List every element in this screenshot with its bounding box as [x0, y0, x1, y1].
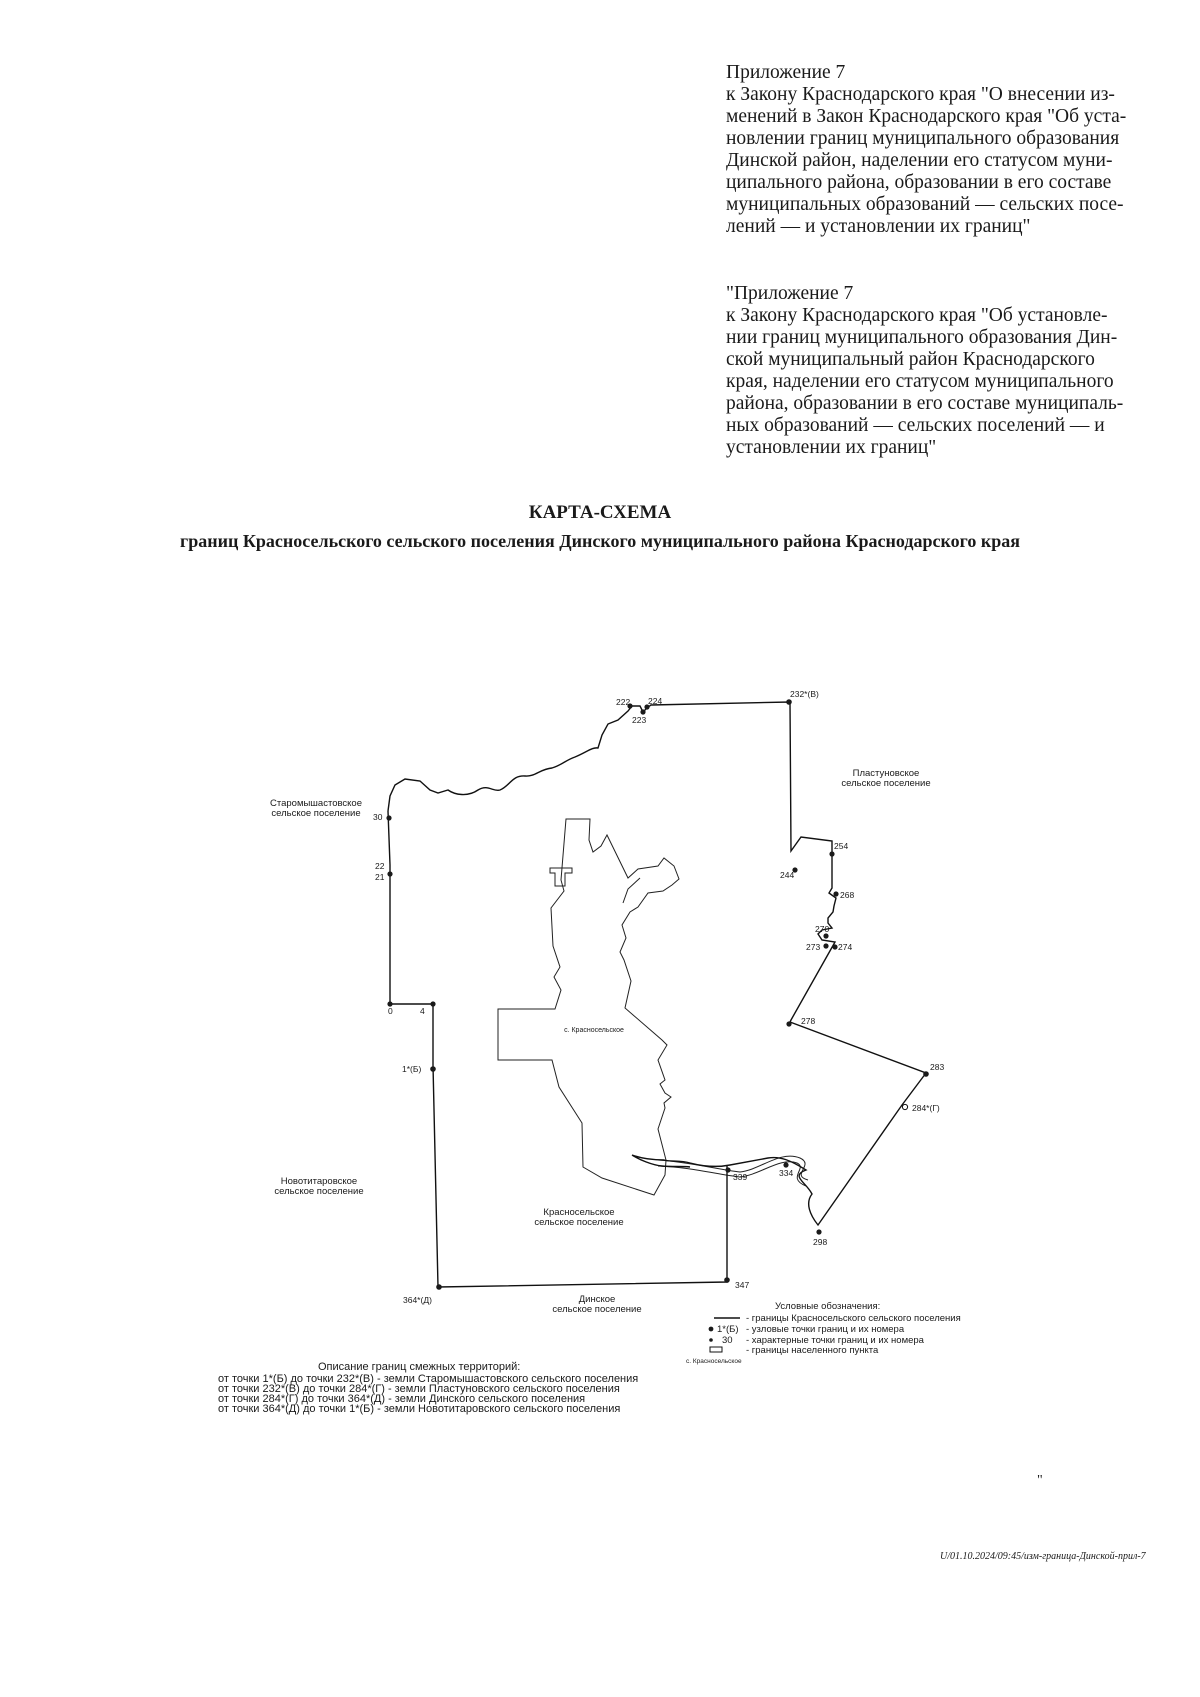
- settlement-label: с. Красносельское: [564, 1027, 624, 1034]
- point-30-marker: [386, 815, 391, 820]
- annex1-line: лений — и установлении их границ": [726, 216, 1031, 237]
- point-label-273: 273: [806, 942, 821, 952]
- point-label-283: 283: [930, 1062, 945, 1072]
- point-268-marker: [833, 891, 838, 896]
- map-title: КАРТА-СХЕМА: [528, 502, 672, 523]
- annex1-line: к Закону Краснодарского края "О внесении из-: [726, 84, 1115, 105]
- legend-node-point-symbol: [709, 1327, 714, 1332]
- point-label-284: 284*(Г): [912, 1103, 940, 1113]
- description-row: от точки 364*(Д) до точки 1*(Б) - земли Новотитаровского сельского поселения: [218, 1403, 621, 1415]
- territory-label-krasnoselskoe-name: Красносельское: [543, 1207, 615, 1218]
- legend-item-text: - характерные точки границ и их номера: [746, 1335, 924, 1346]
- territory-label-staromyshastovskoe-name: Старомышастовское: [269, 798, 363, 809]
- annex2-line: района, образовании в его составе муниципаль-: [726, 393, 1124, 414]
- point-label-21: 21: [375, 872, 385, 882]
- legend-settlement-sample: с. Красносельское: [686, 1358, 742, 1365]
- legend-item-symbol: 30: [722, 1335, 733, 1346]
- point-278-marker: [786, 1021, 791, 1026]
- territory-label-krasnoselskoe-type: сельское поселение: [534, 1217, 624, 1228]
- annex1-line: ципального района, образовании в его составе: [726, 172, 1112, 193]
- annex2-line: нии границ муниципального образования Дин-: [726, 327, 1118, 348]
- annex2-line: "Приложение 7: [726, 283, 854, 304]
- description-title: Описание границ смежных территорий:: [318, 1361, 521, 1373]
- point-1-marker: [430, 1066, 436, 1072]
- closing-quote-mark: ": [1037, 1473, 1043, 1488]
- point-label-22: 22: [375, 861, 385, 871]
- annex1-line: Приложение 7: [726, 62, 846, 83]
- point-223-marker: [640, 709, 645, 714]
- legend: [686, 1301, 961, 1365]
- legend-characteristic-point-symbol: [709, 1338, 713, 1342]
- territory-label-plastunovskoe-name: Пластуновское: [852, 768, 920, 779]
- annex2-line: к Закону Краснодарского края "Об установле-: [726, 305, 1108, 326]
- point-label-4: 4: [420, 1006, 425, 1016]
- legend-settlement-boundary-symbol: [710, 1347, 722, 1352]
- point-label-0: 0: [388, 1006, 393, 1016]
- point-label-232: 232*(В): [790, 689, 819, 699]
- annex1-line: новлении границ муниципального образования: [726, 128, 1120, 149]
- point-label-254: 254: [834, 841, 849, 851]
- point-label-347: 347: [735, 1280, 750, 1290]
- point-label-224: 224: [648, 696, 663, 706]
- point-label-274: 274: [838, 942, 853, 952]
- settlement-boundary: [498, 819, 679, 1195]
- point-334-marker: [783, 1162, 788, 1167]
- point-339-marker: [725, 1167, 730, 1172]
- annex2-line: ской муниципальный район Краснодарского: [726, 349, 1095, 370]
- point-298-marker: [816, 1229, 821, 1234]
- description-row: от точки 232*(В) до точки 284*(Г) - земли Пластуновского сельского поселения: [218, 1383, 620, 1395]
- legend-item-text: - узловые точки границ и их номера: [746, 1324, 905, 1335]
- legend-item-symbol: 1*(Б): [717, 1324, 739, 1335]
- territory-label-dinskoe-type: сельское поселение: [552, 1304, 642, 1315]
- description-row: от точки 1*(Б) до точки 232*(В) - земли Старомышастовского сельского поселения: [218, 1373, 639, 1385]
- point-label-298: 298: [813, 1237, 828, 1247]
- point-347-marker: [724, 1277, 730, 1283]
- point-270-marker: [823, 933, 828, 938]
- annex2-line: установлении их границ": [726, 437, 937, 458]
- territory-label-staromyshastovskoe-type: сельское поселение: [271, 808, 361, 819]
- territory-label-novotitarovskoe-name: Новотитаровское: [280, 1176, 358, 1187]
- point-283-marker: [923, 1071, 929, 1077]
- legend-title: Условные обозначения:: [775, 1301, 881, 1312]
- point-label-268: 268: [840, 890, 855, 900]
- point-label-244: 244: [780, 870, 795, 880]
- territory-label-dinskoe-name: Динское: [578, 1294, 616, 1305]
- legend-item-text: - границы населенного пункта: [746, 1345, 879, 1356]
- description-row: от точки 284*(Г) до точки 364*(Д) - земли Динского сельского поселения: [218, 1393, 586, 1405]
- annex1-line: муниципальных образований — сельских посе-: [726, 194, 1124, 215]
- point-254-marker: [829, 851, 834, 856]
- point-4-marker: [430, 1001, 435, 1006]
- annex2-line: края, наделении его статусом муниципального: [726, 371, 1114, 392]
- point-label-222: 222: [616, 697, 631, 707]
- point-label-270: 270: [815, 924, 830, 934]
- footer-file-reference: U/01.10.2024/09:45/изм-граница-Динской-прил-7: [940, 1551, 1146, 1562]
- point-232-marker: [786, 699, 792, 705]
- point-284-marker: [902, 1104, 907, 1109]
- point-22-marker: [387, 871, 392, 876]
- point-label-278: 278: [801, 1016, 816, 1026]
- territory-label-novotitarovskoe-type: сельское поселение: [274, 1186, 364, 1197]
- point-273-marker: [823, 943, 828, 948]
- point-label-364: 364*(Д): [403, 1295, 432, 1305]
- territory-label-plastunovskoe-type: сельское поселение: [841, 778, 931, 789]
- point-label-1: 1*(Б): [402, 1064, 422, 1074]
- point-274-marker: [832, 944, 837, 949]
- point-364-marker: [436, 1284, 442, 1290]
- settlement-inner-segment: [623, 878, 640, 903]
- point-label-339: 339: [733, 1172, 748, 1182]
- point-label-30: 30: [373, 812, 383, 822]
- annex1-line: менений в Закон Краснодарского края "Об уста-: [726, 106, 1127, 127]
- legend-item-text: - границы Красносельского сельского поселения: [746, 1313, 961, 1324]
- point-label-223: 223: [632, 715, 647, 725]
- annex1-line: Динской район, наделении его статусом муни-: [726, 150, 1113, 171]
- map-subtitle: границ Красносельского сельского поселения Динского муниципального района Краснодарского края: [180, 531, 1020, 551]
- point-label-334: 334: [779, 1168, 794, 1178]
- annex2-line: ных образований — сельских поселений — и: [726, 415, 1105, 436]
